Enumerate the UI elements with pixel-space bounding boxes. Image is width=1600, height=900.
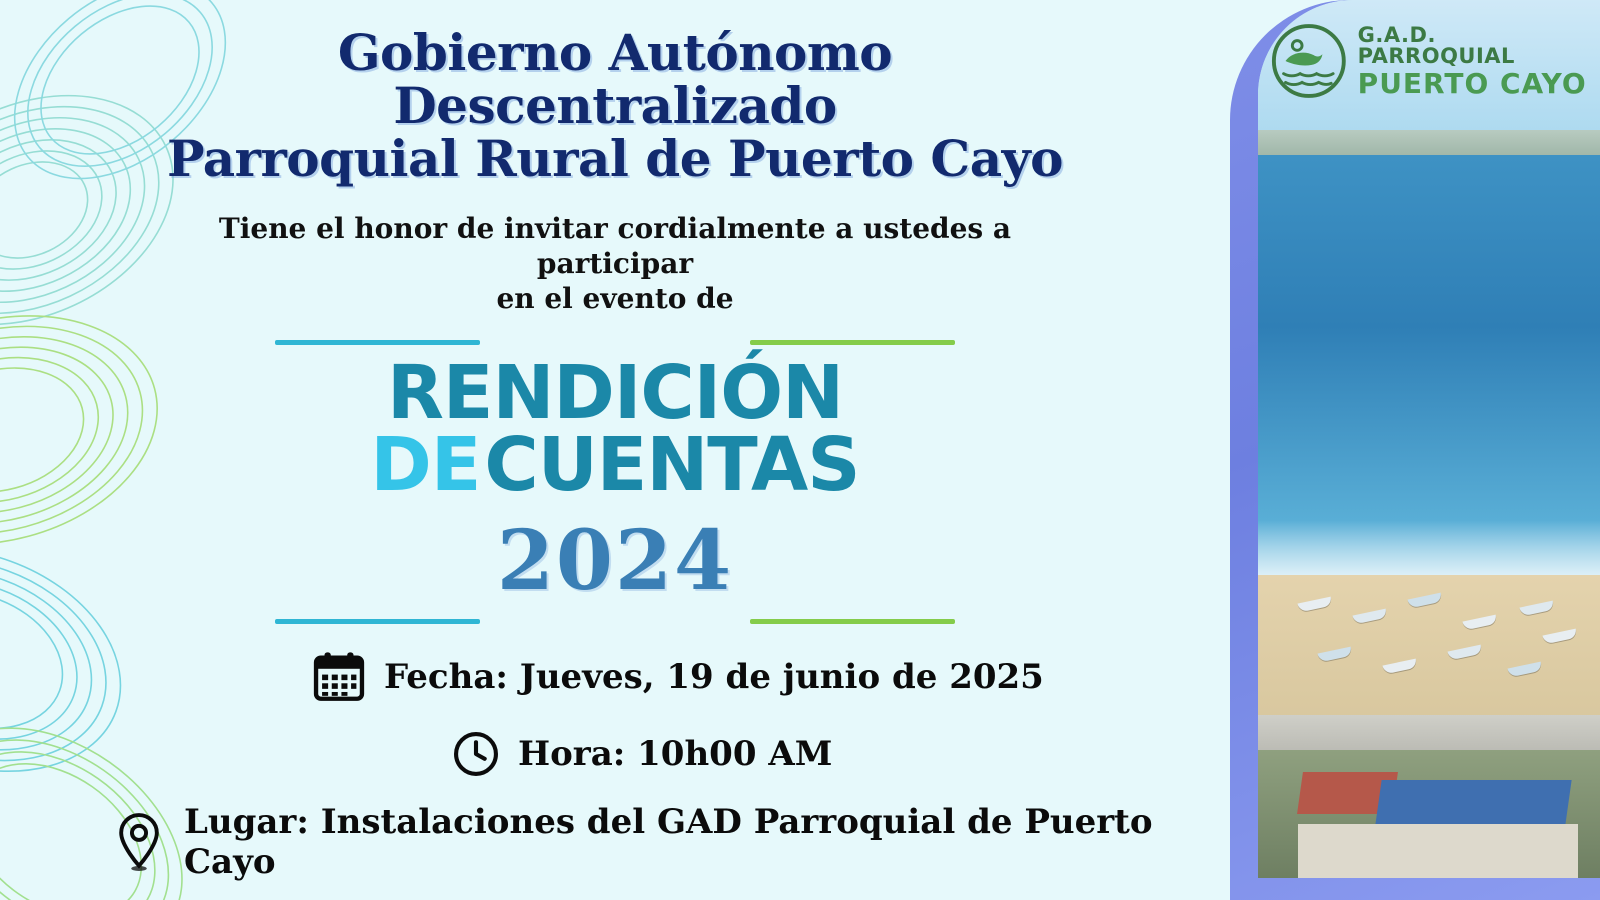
calendar-icon	[310, 648, 368, 706]
detail-date-text: Fecha: Jueves, 19 de junio de 2025	[384, 657, 1044, 698]
divider-cyan-top	[275, 340, 480, 345]
detail-row-time	[80, 728, 1230, 780]
detail-place-text: Lugar: Instalaciones del GAD Parroquial de Puerto Cayo	[184, 802, 1153, 883]
detail-time-text: Hora: 10h00 AM	[518, 734, 833, 775]
map-pin-icon	[110, 810, 168, 874]
event-headline	[0, 350, 1230, 509]
photo-panel	[1230, 0, 1600, 900]
organization-title-line2: Parroquial Rural de Puerto Cayo	[166, 129, 1064, 188]
divider-row-top	[0, 340, 1230, 345]
clock-icon	[450, 728, 502, 780]
invitation-line2: en el evento de	[496, 282, 734, 315]
divider-green-bottom	[750, 619, 955, 624]
photo-wall	[1298, 824, 1578, 878]
invitation-text	[0, 211, 1230, 316]
invitation-line1: Tiene el honor de invitar cordialmente a ustedes a participar	[218, 212, 1012, 280]
headline-second-line	[0, 422, 1230, 509]
logo-text	[1357, 22, 1600, 100]
beach-photo	[1258, 0, 1600, 878]
logo-line1: G.A.D. PARROQUIAL	[1357, 22, 1515, 68]
circular-emblem-icon	[1270, 22, 1348, 100]
detail-row-place	[80, 802, 1230, 882]
event-year: 2024	[496, 513, 734, 610]
logo-line2: PUERTO CAYO	[1357, 66, 1587, 100]
headline-cuentas: CUENTAS	[484, 422, 860, 509]
divider-row-bottom	[0, 619, 1230, 624]
gad-logo	[1270, 22, 1600, 100]
title-block	[0, 0, 1230, 188]
headline-rendicion: RENDICIÓN	[386, 350, 844, 436]
organization-title-line1: Gobierno Autónomo Descentralizado	[337, 23, 893, 135]
photo-road-band	[1258, 715, 1600, 755]
organization-title	[0, 23, 1230, 188]
divider-cyan-bottom	[275, 619, 480, 624]
event-details	[0, 648, 1230, 882]
headline-de: DE	[370, 422, 481, 509]
divider-green-top	[750, 340, 955, 345]
detail-row-date	[80, 648, 1230, 706]
